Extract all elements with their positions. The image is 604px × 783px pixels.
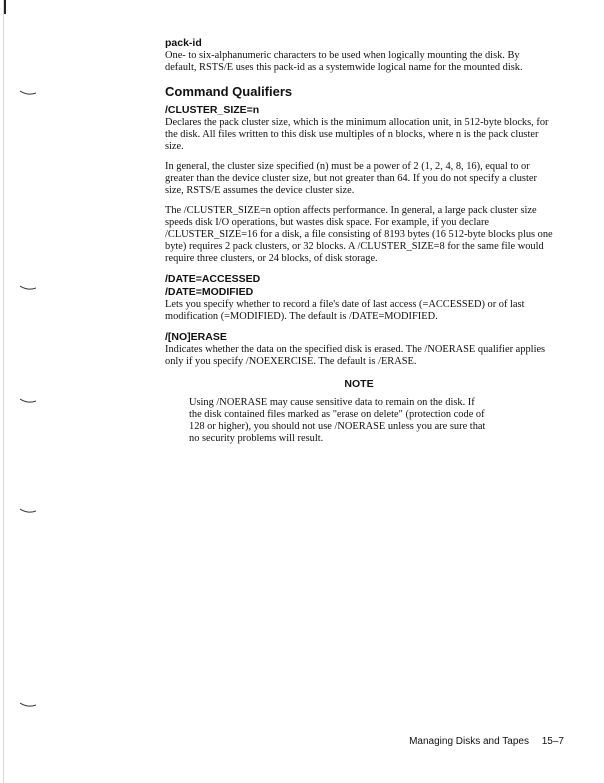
binding-hole-mark — [20, 508, 36, 514]
binding-hole-mark — [20, 398, 36, 404]
qualifier-erase-title: /[NO]ERASE — [165, 331, 227, 343]
binding-hole-mark — [20, 285, 36, 291]
qualifier-cluster-size-text: The /CLUSTER_SIZE=n option affects performance. In general, a large pack cluster size speeds disk I/O operations, but wastes disk space. For example, if you declare /CLUSTER_SIZE=16 for a disk, a file consisting of 8193 bytes (16 512-byte blocks plus one byte) requires 2 pack clusters, or 32 blocks. A /CLUSTER_SIZE=8 for the same file would require three clusters, or 24 blocks, of disk storage. — [165, 205, 553, 264]
qualifier-date-text: Lets you specify whether to record a file's date of last access (=ACCESSED) or of last modification (=MODIFIED). The default is /DATE=MODIFIED. — [165, 299, 525, 322]
footer-chapter-title: Managing Disks and Tapes — [409, 736, 529, 747]
binding-hole-mark — [20, 702, 36, 708]
note-title: NOTE — [344, 378, 374, 390]
qualifier-date-modified-title: /DATE=MODIFIED — [165, 286, 254, 298]
page-footer — [409, 736, 564, 747]
qualifier-erase-text: Indicates whether the data on the specified disk is erased. The /NOERASE qualifier applies only if you specify /NOEXERCISE. The default is /ERASE. — [165, 344, 546, 367]
argument-description: One- to six-alphanumeric characters to be used when logically mounting the disk. By default, RSTS/E uses this pack-id as a systemwide logical name for the mounted disk. — [165, 50, 523, 73]
argument-title: pack-id — [165, 37, 202, 49]
edge-mark — [4, 0, 6, 14]
qualifier-cluster-size-text: Declares the pack cluster size, which is the minimum allocation unit, in 512-byte blocks, for the disk. All files written to this disk use multiples of n blocks, where n is the pack cluster size. — [165, 117, 549, 152]
binding-hole-mark — [20, 90, 36, 96]
section-title: Command Qualifiers — [165, 84, 293, 99]
footer-page-number: 15–7 — [541, 736, 564, 747]
page-edge-line — [3, 0, 4, 783]
note-text: Using /NOERASE may cause sensitive data to remain on the disk. If the disk contained files marked as "erase on delete" (protection code of 128 or higher), you should not use /NOERASE unless you are sure that no security problems will result. — [189, 397, 486, 444]
qualifier-date-accessed-title: /DATE=ACCESSED — [165, 273, 261, 285]
page-content — [165, 37, 553, 445]
qualifier-cluster-size-text: In general, the cluster size specified (n) must be a power of 2 (1, 2, 4, 8, 16), equal to or greater than the device cluster size, but not greater than 64. If you do not specify a cluster size, RSTS/E assumes the device cluster size. — [165, 161, 537, 196]
qualifier-cluster-size-title: /CLUSTER_SIZE=n — [165, 104, 260, 116]
